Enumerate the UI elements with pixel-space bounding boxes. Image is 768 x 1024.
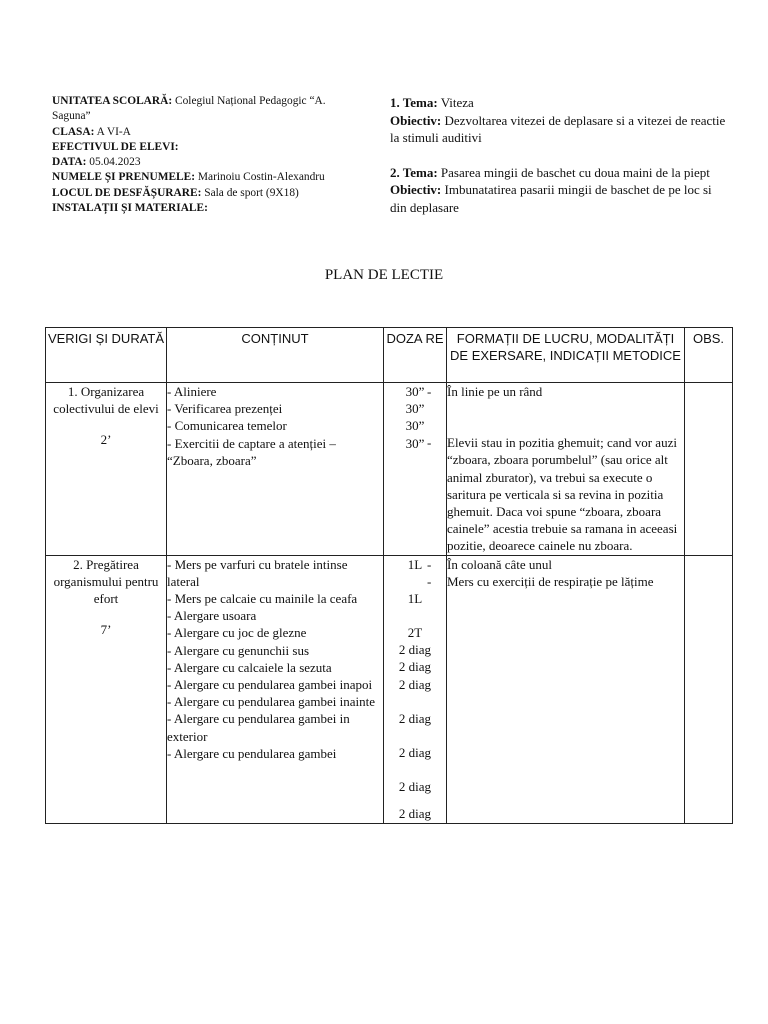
page-title: PLAN DE LECTIE xyxy=(324,267,444,283)
instalatii-label: INSTALAȚII ȘI MATERIALE: xyxy=(52,202,208,215)
continut-item: - Alergare cu calcaiele la sezuta xyxy=(167,659,332,675)
continut-item: - Alergare cu pendularea gambei in exterior xyxy=(167,711,350,744)
obiectiv2-value: Imbunatatirea pasarii mingii de baschet de pe loc si din deplasare xyxy=(390,182,712,215)
dozare-value: 2 diag xyxy=(398,745,432,761)
dozare-cell xyxy=(384,383,447,556)
formatii-item: - În coloană câte unul xyxy=(447,556,684,573)
dozare-value: 2 diag xyxy=(398,642,432,658)
numele-label: NUMELE ȘI PRENUMELE: xyxy=(52,171,196,184)
continut-item: - Alergare cu genunchii sus xyxy=(167,642,309,658)
dozare-cell xyxy=(384,555,447,823)
unitatea-value: Colegiul Național Pedagogic “A. Saguna” xyxy=(52,95,326,123)
formatii-cell xyxy=(447,383,685,556)
obiectiv1-value: Dezvoltarea vitezei de deplasare si a vitezei de reactie la stimuli auditivi xyxy=(390,112,726,145)
data-value: 05.04.2023 xyxy=(89,156,141,169)
clasa-value: A VI-A xyxy=(96,125,131,138)
tema2-value: Pasarea mingii de baschet cu doua maini de la piept xyxy=(440,164,710,180)
durata-value: 2’ xyxy=(100,432,112,448)
tema2-label: 2. Tema: xyxy=(390,164,438,180)
dozare-value: 2 diag xyxy=(398,676,432,692)
efectivul-label: EFECTIVUL DE ELEVI: xyxy=(52,140,179,153)
header-verigi: VERIGI ȘI DURATĂ xyxy=(46,328,167,383)
lesson-topics xyxy=(390,94,730,216)
durata-value: 7’ xyxy=(100,622,112,638)
obiectiv1-label: Obiectiv: xyxy=(390,112,442,128)
table-row xyxy=(46,383,733,556)
dozare-value: 30” xyxy=(405,418,425,434)
continut-item: - Verificarea prezenței xyxy=(167,401,283,417)
formatii-item: - În linie pe un rând xyxy=(447,383,684,400)
table-row xyxy=(46,555,733,823)
continut-item: - Mers pe varfuri cu bratele intinse lateral xyxy=(167,556,348,589)
header-obs: OBS. xyxy=(685,328,733,383)
veriga-label: 1. Organizarea colectivului de elevi xyxy=(53,384,159,417)
continut-item: - Alergare cu joc de glezne xyxy=(167,625,307,641)
dozare-value: 2 diag xyxy=(398,806,432,822)
obs-cell xyxy=(685,555,733,823)
tema1-value: Viteza xyxy=(440,95,474,110)
continut-cell xyxy=(167,383,384,556)
data-label: DATA: xyxy=(52,156,87,169)
veriga-cell xyxy=(46,555,167,823)
locul-label: LOCUL DE DESFĂȘURARE: xyxy=(52,186,202,199)
header-dozare: DOZA RE xyxy=(384,328,447,383)
unitatea-label: UNITATEA SCOLARĂ: xyxy=(52,95,173,107)
formatii-item: - Mers cu exerciții de respirație pe lățime xyxy=(447,573,684,590)
header-continut: CONȚINUT xyxy=(167,328,384,383)
continut-item: - Alergare usoara xyxy=(167,608,257,624)
dozare-value: 1L xyxy=(407,556,423,572)
dozare-value: 2 diag xyxy=(398,659,432,675)
table-header-row xyxy=(46,328,733,383)
tema1-label: 1. Tema: xyxy=(390,95,438,110)
clasa-label: CLASA: xyxy=(52,125,95,138)
continut-cell xyxy=(167,555,384,823)
dozare-value: 1L xyxy=(407,590,423,606)
formatii-cell xyxy=(447,555,685,823)
locul-value: Sala de sport (9X18) xyxy=(204,186,299,199)
veriga-cell xyxy=(46,383,167,556)
obs-cell xyxy=(685,383,733,556)
dozare-value: 30” xyxy=(405,384,425,399)
dozare-value: 2T xyxy=(407,625,423,641)
school-info xyxy=(52,94,367,216)
continut-item: - Comunicarea temelor xyxy=(167,418,287,434)
continut-item: - Aliniere xyxy=(167,384,217,399)
continut-item: - Exercitii de captare a atenției – “Zboara, zboara” xyxy=(167,435,336,468)
continut-item: - Alergare cu pendularea gambei inapoi xyxy=(167,677,373,693)
dozare-value: 2 diag xyxy=(398,710,432,726)
continut-item: - Alergare cu pendularea gambei inainte xyxy=(167,694,376,710)
numele-value: Marinoiu Costin-Alexandru xyxy=(197,171,325,184)
dozare-value: 2 diag xyxy=(398,779,432,795)
veriga-label: 2. Pregătirea organismului pentru efort xyxy=(53,556,159,607)
continut-item: - Alergare cu pendularea gambei xyxy=(167,745,337,761)
dozare-value: 30” xyxy=(405,435,425,451)
obiectiv2-label: Obiectiv: xyxy=(390,182,442,197)
continut-item: - Mers pe calcaie cu mainile la ceafa xyxy=(167,591,358,607)
formatii-item: - Elevii stau in pozitia ghemuit; cand vor auzi “zboara, zboara porumbelul” (sau orice alt animal zburator), va trebui sa execute o saritura pe verticala si sa revina in pozitia ghemuit. Daca voi spune “zboara, zboara cainele” acestia trebuie sa ramana in aceeasi pozitie, deoarece cainele nu zboara. xyxy=(447,434,684,554)
lesson-plan-table xyxy=(45,327,733,824)
dozare-value: 30” xyxy=(405,401,425,417)
header-formatii: FORMAȚII DE LUCRU, MODALITĂȚI DE EXERSARE, INDICAȚII METODICE xyxy=(447,328,685,383)
